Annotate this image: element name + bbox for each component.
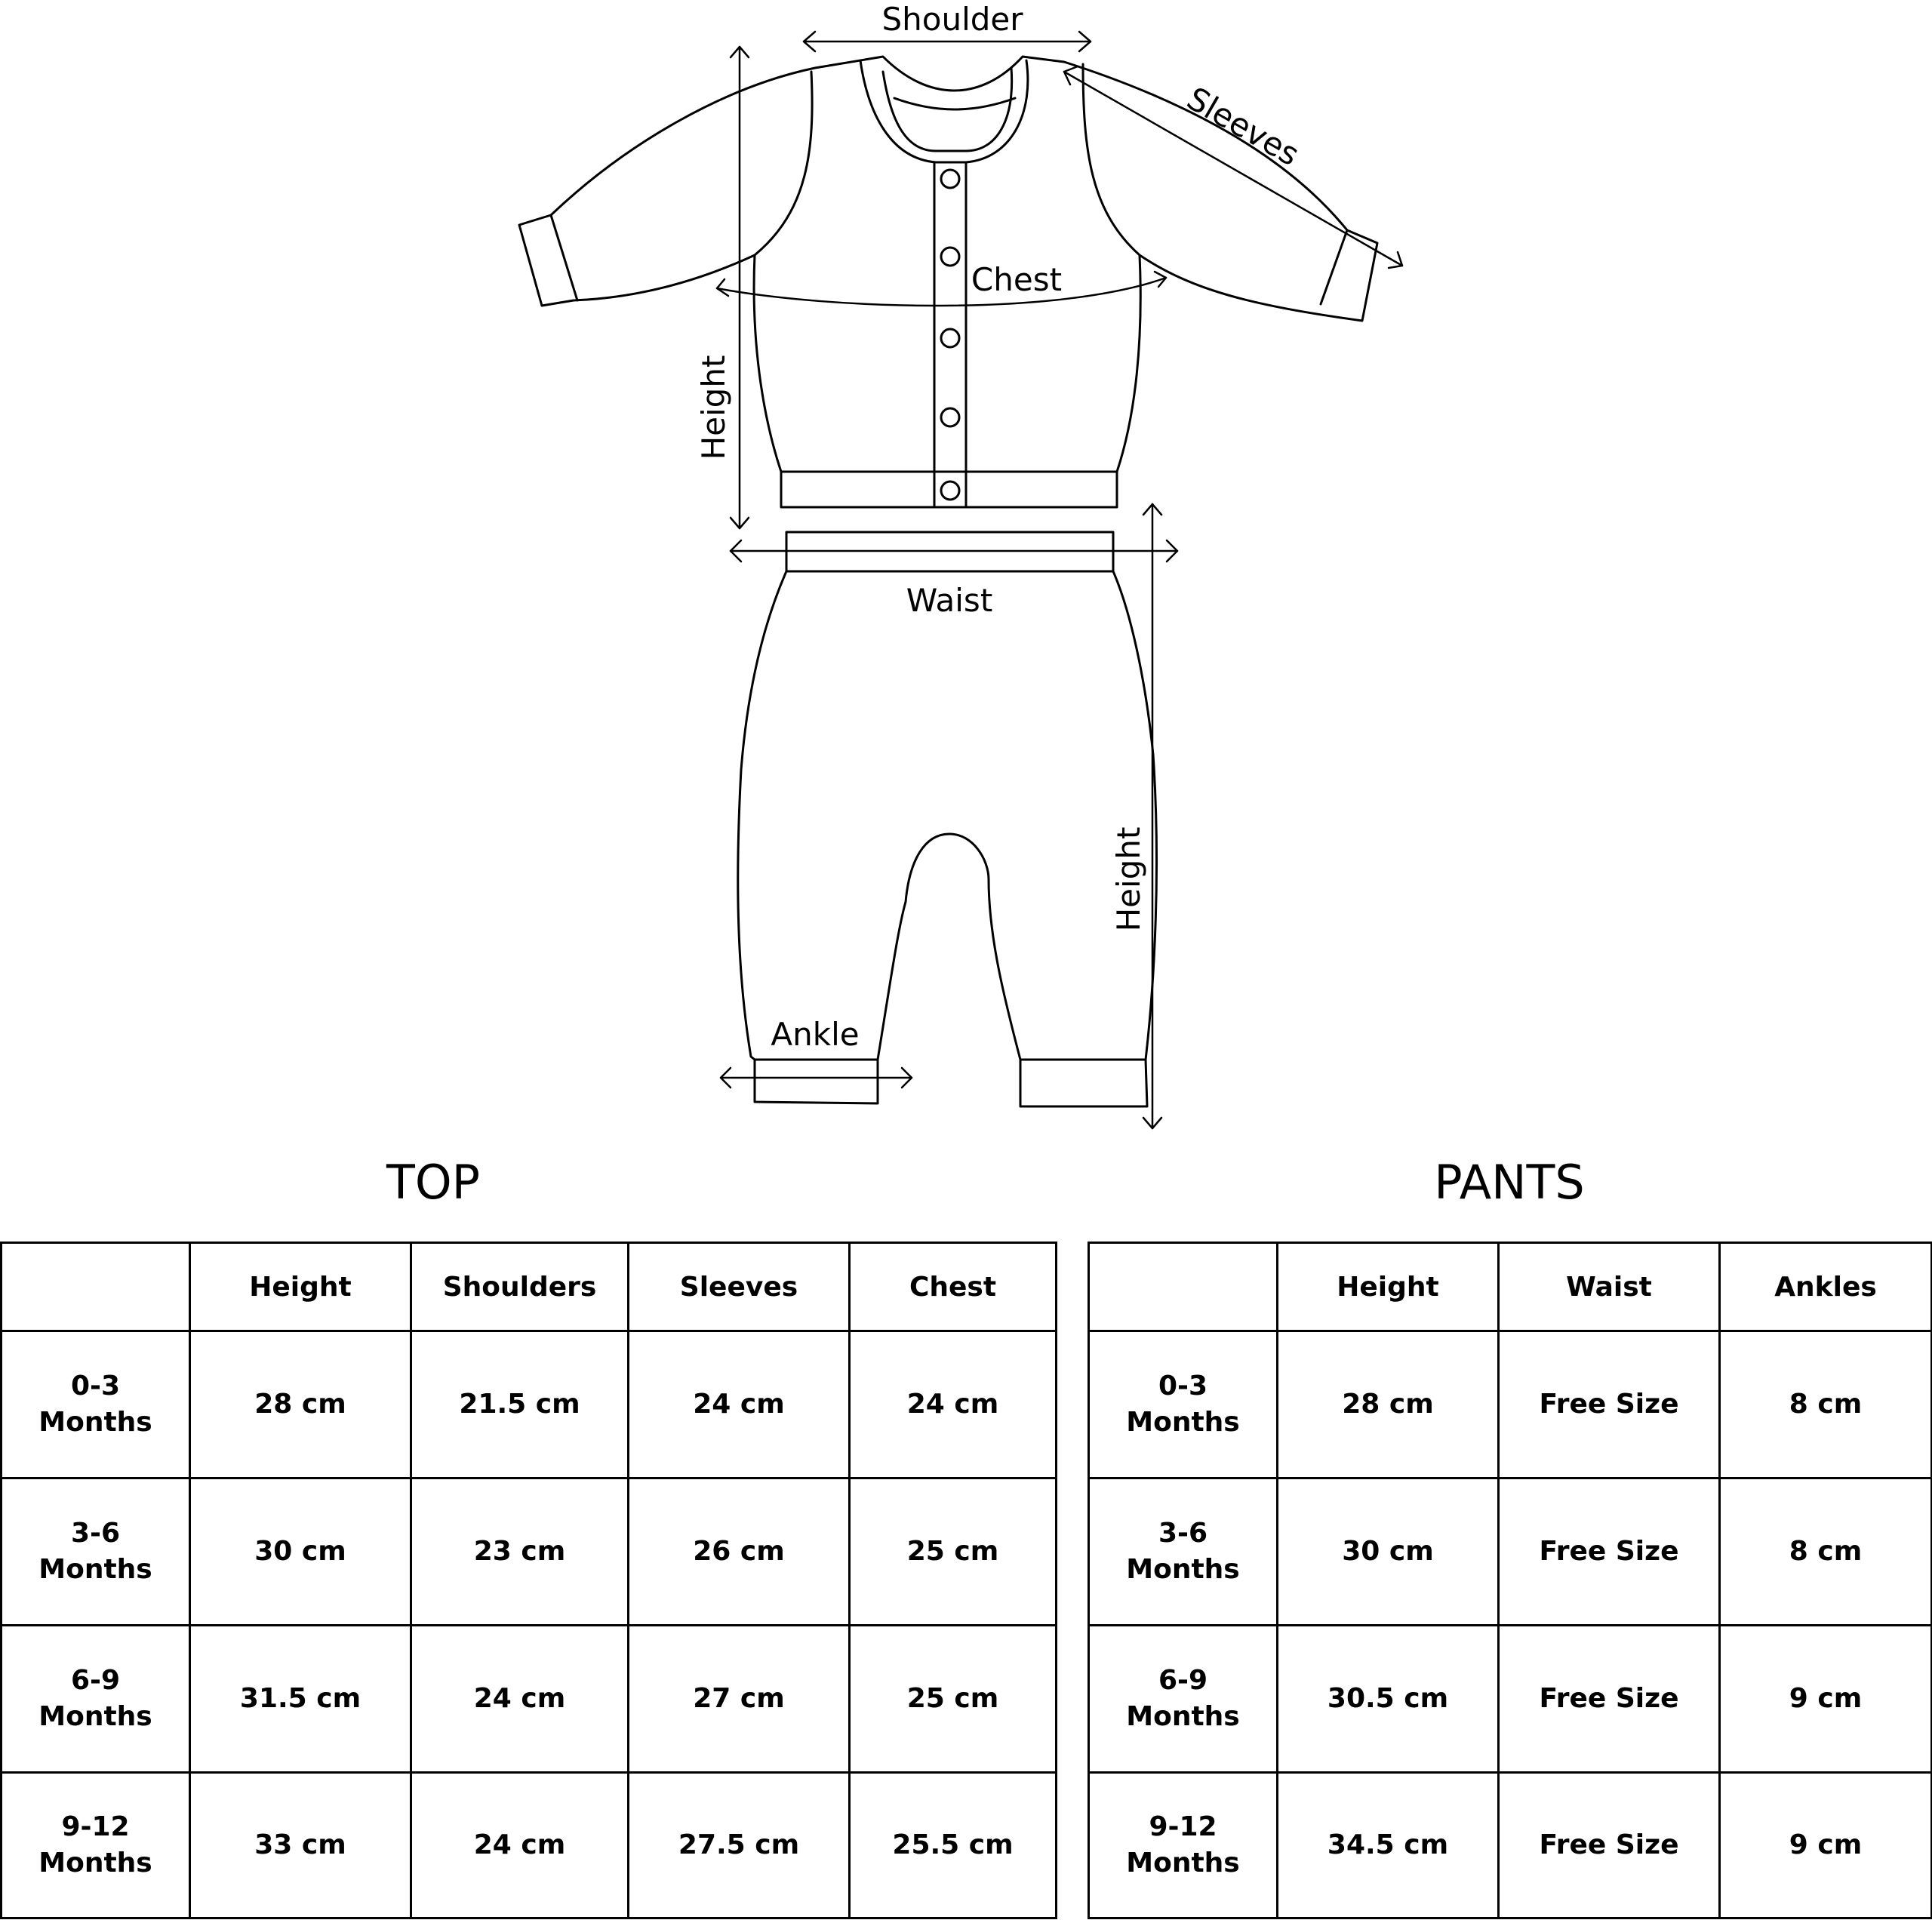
shoulders-cell: 24 cm bbox=[411, 1626, 629, 1773]
chest-cell: 24 cm bbox=[850, 1331, 1057, 1478]
table-row bbox=[1089, 1478, 1932, 1626]
ankle-arrow bbox=[721, 1068, 912, 1088]
header-cell: Chest bbox=[850, 1243, 1057, 1331]
size-cell: 6-9 Months bbox=[1089, 1626, 1278, 1773]
top-section-title: TOP bbox=[386, 1155, 481, 1210]
header-cell: Ankles bbox=[1720, 1243, 1932, 1331]
height-cell: 30 cm bbox=[190, 1478, 411, 1626]
table-row bbox=[1089, 1773, 1932, 1918]
size-cell: 9-12 Months bbox=[2, 1773, 190, 1918]
top-size-table bbox=[0, 1242, 1057, 1919]
ankles-cell: 8 cm bbox=[1720, 1478, 1932, 1626]
table-row bbox=[2, 1773, 1057, 1918]
sleeves-cell: 27 cm bbox=[629, 1626, 850, 1773]
waist-cell: Free Size bbox=[1499, 1773, 1720, 1918]
chest-cell: 25 cm bbox=[850, 1478, 1057, 1626]
table-row bbox=[2, 1331, 1057, 1478]
sleeves-label: Sleeves bbox=[1180, 79, 1306, 174]
waist-cell: Free Size bbox=[1499, 1331, 1720, 1478]
pants-height-arrow bbox=[1143, 504, 1161, 1128]
waist-arrow bbox=[731, 540, 1177, 562]
top-button bbox=[941, 248, 959, 266]
pants-section-title: PANTS bbox=[1434, 1155, 1585, 1210]
size-cell: 9-12 Months bbox=[1089, 1773, 1278, 1918]
ankles-cell: 9 cm bbox=[1720, 1626, 1932, 1773]
size-cell: 3-6 Months bbox=[1089, 1478, 1278, 1626]
ankles-cell: 8 cm bbox=[1720, 1331, 1932, 1478]
top-button bbox=[941, 482, 959, 500]
table-row bbox=[2, 1478, 1057, 1626]
height-cell: 28 cm bbox=[1278, 1331, 1499, 1478]
chest-arrow bbox=[717, 272, 1166, 306]
pants-left-cuff bbox=[755, 1060, 878, 1103]
pants-size-table bbox=[1088, 1242, 1932, 1919]
pants-body-outline bbox=[738, 571, 1157, 1060]
pants-right-cuff bbox=[1020, 1060, 1147, 1106]
top-right-raglan bbox=[1083, 64, 1140, 255]
height-cell: 28 cm bbox=[190, 1331, 411, 1478]
table-row bbox=[1089, 1626, 1932, 1773]
size-cell: 0-3 Months bbox=[2, 1331, 190, 1478]
ankle-label: Ankle bbox=[771, 1016, 860, 1053]
sleeves-arrow bbox=[1064, 66, 1402, 268]
top-height-arrow bbox=[731, 47, 749, 528]
top-left-cuff bbox=[551, 215, 577, 300]
header-cell: Shoulders bbox=[411, 1243, 629, 1331]
size-cell: 3-6 Months bbox=[2, 1478, 190, 1626]
waist-label: Waist bbox=[906, 582, 993, 619]
header-cell: Sleeves bbox=[629, 1243, 850, 1331]
header-cell: Height bbox=[190, 1243, 411, 1331]
header-cell: Height bbox=[1278, 1243, 1499, 1331]
height-cell: 30 cm bbox=[1278, 1478, 1499, 1626]
size-cell: 6-9 Months bbox=[2, 1626, 190, 1773]
chest-cell: 25 cm bbox=[850, 1626, 1057, 1773]
ankles-cell: 9 cm bbox=[1720, 1773, 1932, 1918]
top-button bbox=[941, 329, 959, 347]
header-cell: Waist bbox=[1499, 1243, 1720, 1331]
table-row bbox=[2, 1626, 1057, 1773]
sleeves-cell: 24 cm bbox=[629, 1331, 850, 1478]
sleeves-cell: 27.5 cm bbox=[629, 1773, 850, 1918]
chest-cell: 25.5 cm bbox=[850, 1773, 1057, 1918]
top-button bbox=[941, 170, 959, 188]
table-row bbox=[1089, 1331, 1932, 1478]
top-collar-line bbox=[894, 98, 1015, 109]
header-cell bbox=[2, 1243, 190, 1331]
height-cell: 31.5 cm bbox=[190, 1626, 411, 1773]
waist-cell: Free Size bbox=[1499, 1626, 1720, 1773]
chest-label: Chest bbox=[971, 261, 1063, 298]
shoulders-cell: 24 cm bbox=[411, 1773, 629, 1918]
waist-cell: Free Size bbox=[1499, 1478, 1720, 1626]
size-cell: 0-3 Months bbox=[1089, 1331, 1278, 1478]
height-cell: 34.5 cm bbox=[1278, 1773, 1499, 1918]
shoulders-cell: 23 cm bbox=[411, 1478, 629, 1626]
top-height-label: Height bbox=[695, 355, 732, 460]
pants-height-label: Height bbox=[1110, 826, 1147, 932]
shoulder-label: Shoulder bbox=[881, 1, 1023, 38]
sleeves-cell: 26 cm bbox=[629, 1478, 850, 1626]
table-header-row bbox=[2, 1243, 1057, 1331]
top-left-raglan bbox=[755, 72, 812, 255]
top-right-cuff bbox=[1321, 230, 1347, 304]
top-button bbox=[941, 408, 959, 426]
header-cell bbox=[1089, 1243, 1278, 1331]
shoulders-cell: 21.5 cm bbox=[411, 1331, 629, 1478]
table-header-row bbox=[1089, 1243, 1932, 1331]
height-cell: 33 cm bbox=[190, 1773, 411, 1918]
height-cell: 30.5 cm bbox=[1278, 1626, 1499, 1773]
